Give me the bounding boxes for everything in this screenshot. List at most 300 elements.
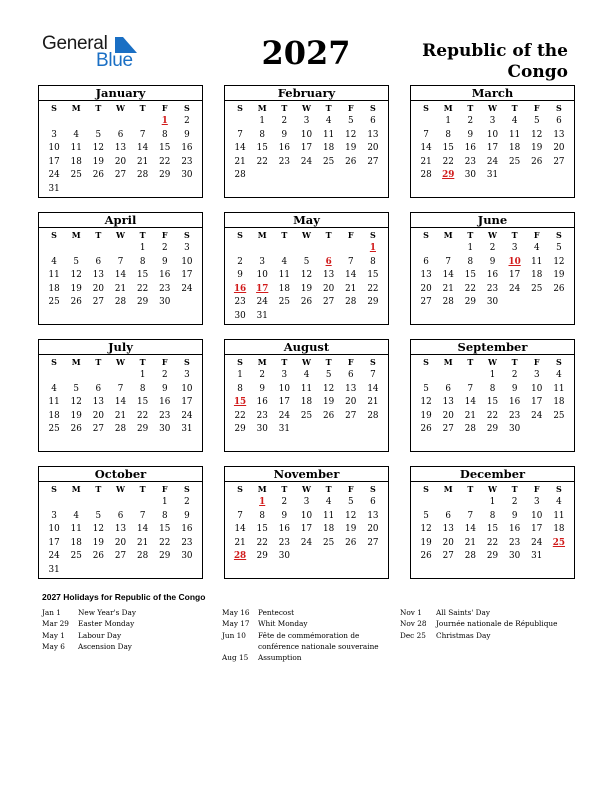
- day-cell: 27: [92, 424, 104, 434]
- week-row: [225, 169, 388, 183]
- holiday-name: Labour Day: [78, 630, 122, 640]
- day-cell: 15: [464, 270, 476, 280]
- day-cell: 10: [486, 129, 499, 140]
- day-cell: [437, 242, 459, 256]
- day-cell: 2: [184, 116, 190, 126]
- weekday-label: M: [71, 103, 81, 113]
- day-cell: 27: [553, 156, 565, 167]
- day-cell: 27: [367, 537, 379, 548]
- day-cell: 11: [531, 256, 543, 267]
- day-cell: [362, 550, 384, 564]
- day-cell: [65, 564, 87, 578]
- day-cell: 16: [464, 143, 476, 153]
- day-cell: 4: [73, 510, 80, 521]
- day-cell: 4: [511, 116, 518, 126]
- day-cell: 16: [486, 270, 499, 280]
- day-cell: 31: [486, 170, 499, 180]
- day-cell: 14: [137, 524, 149, 534]
- day-cell: 21: [464, 537, 476, 548]
- week-row: [411, 369, 574, 383]
- day-cell: 21: [464, 410, 476, 421]
- day-cell: [548, 423, 570, 437]
- day-cell: 21: [137, 537, 149, 548]
- weekday-label: T: [511, 357, 518, 367]
- day-cell: 29: [486, 424, 499, 434]
- month-august: [224, 339, 389, 452]
- day-cell: 19: [92, 156, 104, 167]
- day-cell: [340, 242, 362, 256]
- day-cell: 19: [345, 524, 357, 534]
- day-cell: 14: [137, 143, 149, 153]
- day-cell: 30: [509, 424, 521, 434]
- day-cell: 18: [70, 537, 82, 548]
- day-cell: 22: [442, 156, 454, 167]
- day-cell: 1: [139, 370, 146, 380]
- weekday-label: F: [161, 103, 168, 113]
- month-october: [38, 466, 203, 579]
- day-cell: 9: [511, 383, 518, 394]
- weekday-label: F: [347, 484, 354, 494]
- day-cell: 25: [323, 537, 335, 548]
- day-cell: 18: [278, 283, 290, 294]
- week-row: [411, 383, 574, 397]
- day-cell: 7: [445, 256, 452, 267]
- month-may: [224, 212, 389, 325]
- day-cell: [273, 242, 295, 256]
- day-cell: 10: [181, 256, 193, 267]
- weekday-label: S: [370, 230, 376, 240]
- weekday-label: M: [71, 484, 81, 494]
- day-cell: 23: [509, 537, 521, 548]
- day-cell: 6: [95, 256, 102, 267]
- day-cell: 27: [114, 170, 127, 180]
- day-cell: [340, 550, 362, 564]
- weekday-label: W: [488, 103, 497, 113]
- holiday-name: Christmas Day: [436, 630, 491, 640]
- week-row: [225, 242, 388, 256]
- day-cell: [87, 369, 109, 383]
- month-september: [410, 339, 575, 452]
- day-cell: [132, 496, 154, 510]
- day-cell: 24: [48, 551, 60, 561]
- day-cell: 26: [420, 424, 432, 434]
- day-cell: 10: [48, 524, 60, 534]
- day-cell: 7: [117, 383, 124, 394]
- day-cell: 28: [137, 551, 149, 561]
- day-cell: 29: [137, 297, 149, 307]
- day-cell: 4: [51, 256, 57, 267]
- holiday-name: New Year's Day: [78, 608, 137, 617]
- day-cell: 20: [420, 283, 432, 294]
- day-cell: [362, 169, 384, 183]
- day-cell: 28: [442, 297, 454, 307]
- day-cell: [318, 242, 340, 256]
- month-title: February: [225, 86, 388, 101]
- day-cell: 9: [161, 256, 168, 267]
- day-cell: [415, 115, 437, 129]
- day-cell: 15: [159, 143, 171, 153]
- day-cell: [504, 169, 526, 183]
- day-cell: 29: [464, 297, 476, 307]
- day-cell: 2: [259, 370, 266, 380]
- day-cell: [295, 169, 317, 183]
- day-cell: 13: [323, 270, 335, 280]
- day-cell: 11: [70, 143, 82, 153]
- week-row: [39, 496, 202, 510]
- weekday-label: S: [556, 484, 562, 494]
- day-cell: 20: [367, 143, 379, 153]
- day-cell: 7: [117, 256, 124, 267]
- holiday-date: Jun 10: [222, 630, 246, 640]
- day-cell: [251, 242, 273, 256]
- weekday-header: [411, 355, 574, 369]
- weekday-header: [411, 482, 574, 496]
- weekday-label: S: [237, 357, 243, 367]
- day-cell: [340, 423, 362, 437]
- weekday-label: T: [281, 103, 288, 113]
- day-cell: 18: [48, 283, 60, 294]
- day-cell: 30: [181, 170, 193, 180]
- day-cell: 8: [489, 383, 496, 394]
- day-cell: 3: [259, 256, 266, 267]
- day-cell: 10: [531, 510, 543, 521]
- week-row: [225, 396, 388, 410]
- holiday-day-cell: 25: [552, 537, 566, 548]
- day-cell: 9: [467, 129, 474, 140]
- week-row: [411, 496, 574, 510]
- day-cell: 13: [367, 510, 379, 521]
- weekday-header: [39, 482, 202, 496]
- day-cell: 25: [48, 424, 60, 434]
- day-cell: [109, 242, 131, 256]
- weekday-label: S: [423, 484, 429, 494]
- day-cell: 16: [278, 143, 290, 153]
- day-cell: [65, 496, 87, 510]
- day-cell: 18: [300, 397, 313, 407]
- day-cell: 20: [553, 143, 565, 153]
- day-cell: 27: [367, 156, 379, 167]
- day-cell: 3: [281, 370, 288, 380]
- day-cell: [295, 550, 317, 564]
- day-cell: 28: [464, 551, 476, 561]
- day-cell: 31: [181, 424, 193, 434]
- day-cell: [176, 183, 198, 197]
- weekday-label: T: [139, 357, 146, 367]
- week-row: [39, 169, 202, 183]
- day-cell: 23: [159, 283, 171, 294]
- weekday-label: T: [325, 484, 332, 494]
- day-cell: [437, 369, 459, 383]
- day-cell: 21: [114, 283, 127, 294]
- holiday-name: Fête de commémoration de conférence nationale souveraine: [258, 630, 379, 651]
- day-cell: 19: [92, 537, 104, 548]
- weekday-label: F: [533, 357, 540, 367]
- day-cell: [87, 115, 109, 129]
- day-cell: 16: [159, 397, 171, 407]
- weekday-label: W: [302, 484, 311, 494]
- day-cell: 15: [256, 143, 268, 153]
- holiday-name: Journée nationale de République: [436, 619, 558, 629]
- day-cell: 8: [489, 510, 496, 521]
- day-cell: 20: [323, 283, 335, 294]
- day-cell: 24: [531, 537, 543, 548]
- day-cell: [295, 310, 317, 324]
- day-cell: 24: [300, 537, 313, 548]
- brand-name-blue: Blue: [96, 50, 133, 71]
- day-cell: 21: [345, 283, 357, 294]
- weekday-label: F: [161, 230, 168, 240]
- day-cell: 24: [278, 410, 290, 421]
- holiday-entry: [42, 641, 212, 652]
- holiday-name: Easter Monday: [78, 619, 135, 629]
- week-row: [39, 129, 202, 143]
- weekday-label: F: [533, 230, 540, 240]
- week-row: [39, 523, 202, 537]
- day-cell: 1: [237, 370, 243, 380]
- day-cell: 11: [553, 510, 565, 521]
- week-row: [39, 269, 202, 283]
- day-cell: 5: [95, 510, 102, 521]
- day-cell: 21: [234, 537, 246, 548]
- day-cell: 18: [509, 143, 521, 153]
- week-row: [225, 537, 388, 551]
- day-cell: 22: [159, 156, 171, 167]
- weekday-label: S: [237, 103, 243, 113]
- holiday-entry: [222, 652, 392, 663]
- day-cell: 3: [51, 129, 57, 140]
- weekday-label: T: [467, 103, 474, 113]
- holiday-date: Mar 29: [42, 619, 69, 629]
- day-cell: 23: [181, 156, 193, 167]
- week-row: [39, 296, 202, 310]
- weekday-label: S: [184, 103, 190, 113]
- day-cell: 4: [51, 383, 57, 394]
- day-cell: [273, 310, 295, 324]
- day-cell: 5: [95, 129, 102, 140]
- day-cell: [87, 183, 109, 197]
- day-cell: 13: [420, 270, 432, 280]
- day-cell: 12: [420, 397, 432, 407]
- day-cell: 25: [509, 156, 521, 167]
- weekday-label: S: [370, 103, 376, 113]
- day-cell: 23: [256, 410, 268, 421]
- day-cell: 29: [159, 170, 171, 180]
- day-cell: [65, 369, 87, 383]
- day-cell: 20: [345, 397, 357, 407]
- holiday-name: Ascension Day: [78, 641, 132, 651]
- day-cell: 17: [509, 270, 521, 280]
- day-cell: 8: [370, 256, 376, 267]
- day-cell: 24: [509, 283, 521, 294]
- day-cell: 31: [256, 310, 268, 321]
- weekday-header: [39, 355, 202, 369]
- day-cell: 30: [509, 551, 521, 561]
- week-row: [411, 156, 574, 170]
- day-cell: 9: [184, 510, 190, 521]
- weekday-label: M: [257, 484, 267, 494]
- holiday-date: Jan 1: [42, 608, 61, 617]
- weekday-label: W: [116, 484, 125, 494]
- month-title: January: [39, 86, 202, 101]
- day-cell: 22: [367, 283, 379, 294]
- day-cell: 10: [531, 383, 543, 394]
- day-cell: [132, 115, 154, 129]
- day-cell: 23: [278, 537, 290, 548]
- day-cell: 5: [73, 256, 80, 267]
- day-cell: 6: [370, 497, 376, 507]
- day-cell: 30: [159, 424, 171, 434]
- day-cell: 22: [159, 537, 171, 548]
- day-cell: 2: [237, 256, 243, 267]
- day-cell: 15: [486, 524, 499, 534]
- month-january: [38, 85, 203, 198]
- weekday-label: M: [443, 484, 453, 494]
- week-row: [411, 396, 574, 410]
- weekday-label: S: [423, 357, 429, 367]
- day-cell: 17: [300, 143, 313, 153]
- day-cell: 7: [347, 256, 354, 267]
- day-cell: 2: [511, 370, 518, 380]
- weekday-label: M: [443, 103, 453, 113]
- day-cell: 14: [442, 270, 454, 280]
- holiday-date: Nov 1: [400, 608, 422, 617]
- day-cell: 8: [259, 129, 266, 140]
- month-title: November: [225, 467, 388, 482]
- weekday-label: T: [95, 230, 102, 240]
- holiday-day-cell: 17: [256, 283, 269, 294]
- day-cell: 13: [367, 129, 379, 140]
- week-row: [225, 310, 388, 324]
- holiday-date: May 17: [222, 619, 250, 629]
- day-cell: [295, 242, 317, 256]
- day-cell: 1: [467, 243, 474, 253]
- day-cell: 17: [181, 270, 193, 280]
- weekday-header: [411, 228, 574, 242]
- day-cell: [109, 183, 131, 197]
- day-cell: [548, 550, 570, 564]
- day-cell: 25: [300, 410, 313, 421]
- day-cell: 28: [234, 170, 246, 180]
- day-cell: 22: [234, 410, 246, 421]
- holiday-name: Assumption: [258, 653, 302, 663]
- holiday-day-cell: 15: [233, 397, 247, 407]
- day-cell: 7: [139, 129, 146, 140]
- holiday-name: Pentecost: [258, 608, 295, 617]
- week-row: [39, 510, 202, 524]
- day-cell: 15: [367, 270, 379, 280]
- day-cell: 11: [300, 383, 313, 394]
- weekday-label: S: [51, 357, 57, 367]
- day-cell: 5: [533, 116, 540, 126]
- day-cell: 5: [423, 383, 429, 394]
- holiday-entry: [400, 618, 575, 629]
- day-cell: [65, 242, 87, 256]
- day-cell: [109, 496, 131, 510]
- week-row: [225, 269, 388, 283]
- day-cell: 25: [278, 297, 290, 307]
- day-cell: 8: [161, 129, 168, 140]
- weekday-label: T: [511, 230, 518, 240]
- day-cell: 12: [345, 510, 357, 521]
- day-cell: 5: [556, 243, 562, 253]
- day-cell: 25: [48, 297, 60, 307]
- holiday-date: Aug 15: [222, 653, 249, 663]
- day-cell: 18: [48, 410, 60, 421]
- month-title: August: [225, 340, 388, 355]
- day-cell: 24: [48, 170, 60, 180]
- day-cell: 3: [533, 497, 540, 507]
- day-cell: 20: [442, 537, 454, 548]
- day-cell: 22: [137, 283, 149, 294]
- day-cell: 18: [323, 143, 335, 153]
- day-cell: 3: [303, 116, 310, 126]
- day-cell: 2: [281, 116, 288, 126]
- day-cell: 26: [553, 283, 565, 294]
- day-cell: 9: [511, 510, 518, 521]
- day-cell: 20: [367, 524, 379, 534]
- weekday-label: F: [161, 484, 168, 494]
- day-cell: 1: [161, 497, 168, 507]
- day-cell: 24: [300, 156, 313, 167]
- weekday-label: T: [511, 103, 518, 113]
- weekday-label: T: [325, 357, 332, 367]
- day-cell: 14: [234, 143, 246, 153]
- day-cell: [229, 242, 251, 256]
- day-cell: 11: [553, 383, 565, 394]
- day-cell: [109, 369, 131, 383]
- day-cell: 17: [278, 397, 290, 407]
- holiday-day-cell: 1: [259, 497, 266, 507]
- week-row: [39, 283, 202, 297]
- day-cell: 17: [486, 143, 499, 153]
- day-cell: [459, 496, 481, 510]
- day-cell: 23: [234, 297, 246, 307]
- day-cell: 26: [420, 551, 432, 561]
- day-cell: 25: [531, 283, 543, 294]
- day-cell: 19: [345, 143, 357, 153]
- day-cell: 11: [509, 129, 521, 140]
- holiday-entry: [222, 630, 392, 653]
- day-cell: 6: [423, 256, 429, 267]
- day-cell: 1: [445, 116, 452, 126]
- day-cell: [459, 369, 481, 383]
- day-cell: 8: [139, 383, 146, 394]
- day-cell: 4: [325, 497, 332, 507]
- holidays-title: 2027 Holidays for Republic of the Congo: [42, 592, 206, 602]
- day-cell: 15: [442, 143, 454, 153]
- day-cell: 12: [345, 129, 357, 140]
- day-cell: [132, 564, 154, 578]
- weekday-label: M: [257, 103, 267, 113]
- day-cell: 30: [464, 170, 476, 180]
- day-cell: 6: [95, 383, 102, 394]
- weekday-label: S: [237, 484, 243, 494]
- day-cell: 24: [486, 156, 499, 167]
- day-cell: 4: [556, 370, 562, 380]
- weekday-header: [225, 355, 388, 369]
- day-cell: [87, 242, 109, 256]
- day-cell: [154, 564, 176, 578]
- day-cell: 9: [161, 383, 168, 394]
- day-cell: 3: [51, 510, 57, 521]
- weekday-label: W: [116, 103, 125, 113]
- weekday-label: W: [302, 230, 311, 240]
- day-cell: 31: [48, 564, 60, 575]
- day-cell: 29: [367, 297, 379, 307]
- day-cell: 11: [70, 524, 82, 534]
- day-cell: 11: [278, 270, 290, 280]
- day-cell: 11: [48, 270, 60, 280]
